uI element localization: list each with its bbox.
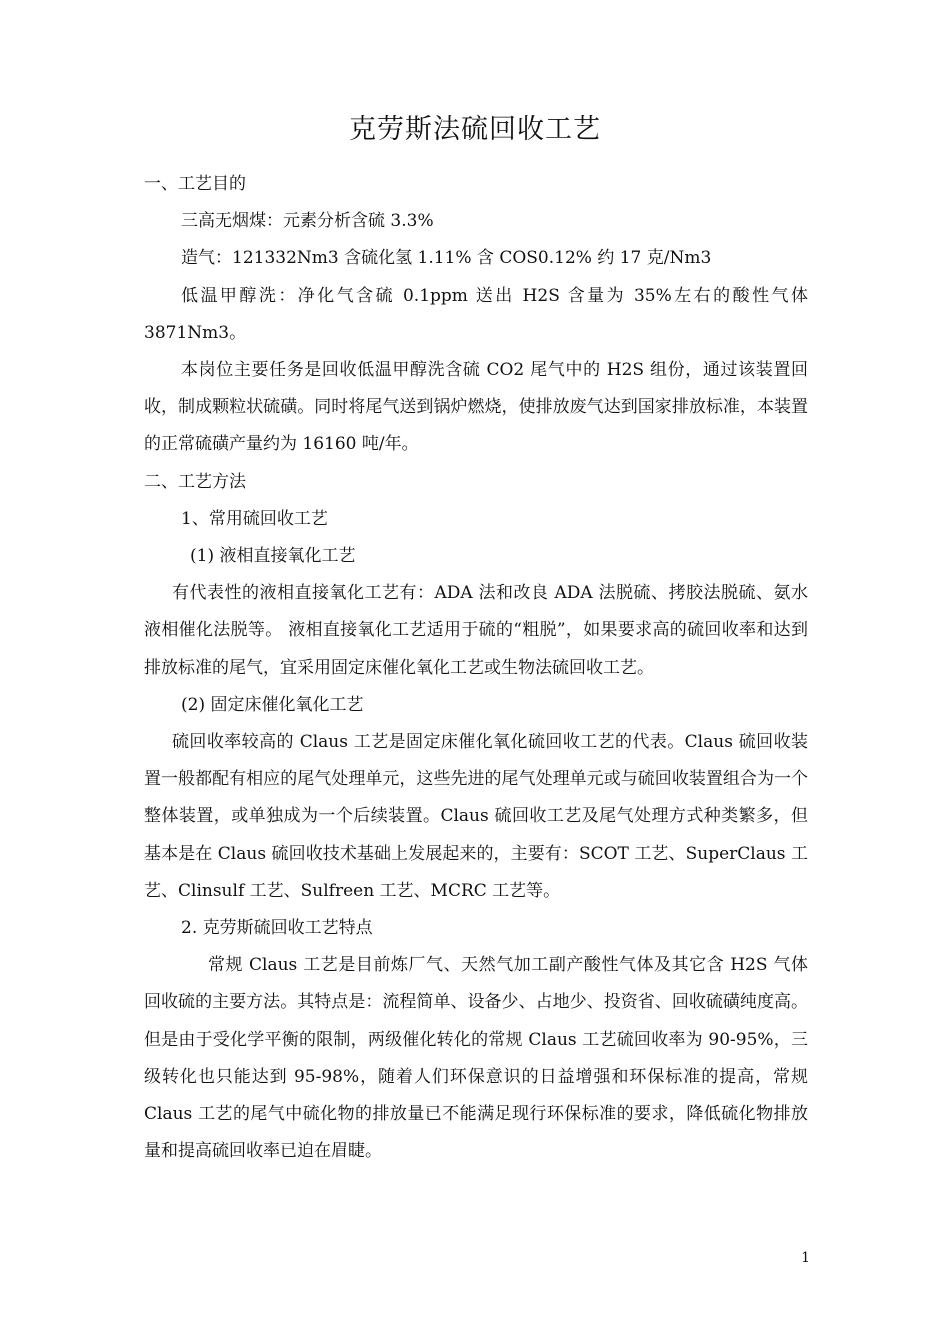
subheading-claus-features: 2. 克劳斯硫回收工艺特点 [181,918,373,939]
paragraph-rectisol: 低温甲醇洗：净化气含硫 0.1ppm 送出 H2S 含量为 35%左右的酸性气体 3871Nm3。 [144,285,808,343]
paragraph-gasification: 造气：121332Nm3 含硫化氢 1.11% 含 COS0.12% 约 17 克/Nm3 [181,248,712,269]
subheading-fixed-bed: (2) 固定床催化氧化工艺 [181,694,364,715]
page-number: 1 [801,1250,810,1266]
paragraph-main-task: 本岗位主要任务是回收低温甲醇洗含硫 CO2 尾气中的 H2S 组份，通过该装置回收，制成颗粒状硫磺。同时将尾气送到锅炉燃烧，使排放废气达到国家排放标准，本装置的正常硫磺产量约为 16160 吨/年。 [144,360,808,455]
subheading-common-process: 1、常用硫回收工艺 [181,508,328,529]
section-heading-method: 二、工艺方法 [144,471,246,492]
paragraph-liquid-phase: 有代表性的液相直接氧化工艺有：ADA 法和改良 ADA 法脱硫、拷胶法脱硫、氨水液相催化法脱等。 液相直接氧化工艺适用于硫的“粗脱”，如果要求高的硫回收率和达到排放标准的尾气，宜采用固定床催化氧化工艺或生物法硫回收工艺。 [144,583,808,678]
paragraph-coal-sulfur: 三高无烟煤：元素分析含硫 3.3% [181,211,434,232]
document-title: 克劳斯法硫回收工艺 [349,114,601,145]
paragraph-claus-features: 常规 Claus 工艺是目前炼厂气、天然气加工副产酸性气体及其它含 H2S 气体回收硫的主要方法。其特点是：流程简单、设备少、占地少、投资省、回收硫磺纯度高。但是由于受化学平衡的限制，两级催化转化的常规 Claus 工艺硫回收率为 90-95%，三级转化也只能达到 95-98%，随着人们环保意识的日益增强和环保标准的提高，常规 Claus 工艺的尾气中硫化物的排放量已不能满足现行环保标准的要求，降低硫化物排放量和提高硫回收率已迫在眉睫。 [144,955,808,1162]
document-body [144,166,808,1170]
section-heading-purpose: 一、工艺目的 [144,174,246,194]
subheading-liquid-phase: (1) 液相直接氧化工艺 [190,546,356,567]
paragraph-fixed-bed: 硫回收率较高的 Claus 工艺是固定床催化氧化硫回收工艺的代表。Claus 硫回收装置一般都配有相应的尾气处理单元，这些先进的尾气处理单元或与硫回收装置组合为一个整体装置，或单独成为一个后续装置。Claus 硫回收工艺及尾气处理方式种类繁多，但基本是在 Claus 硫回收技术基础上发展起来的，主要有：SCOT 工艺、SuperClaus 工艺、Clinsulf 工艺、Sulfreen 工艺、MCRC 工艺等。 [144,732,808,901]
